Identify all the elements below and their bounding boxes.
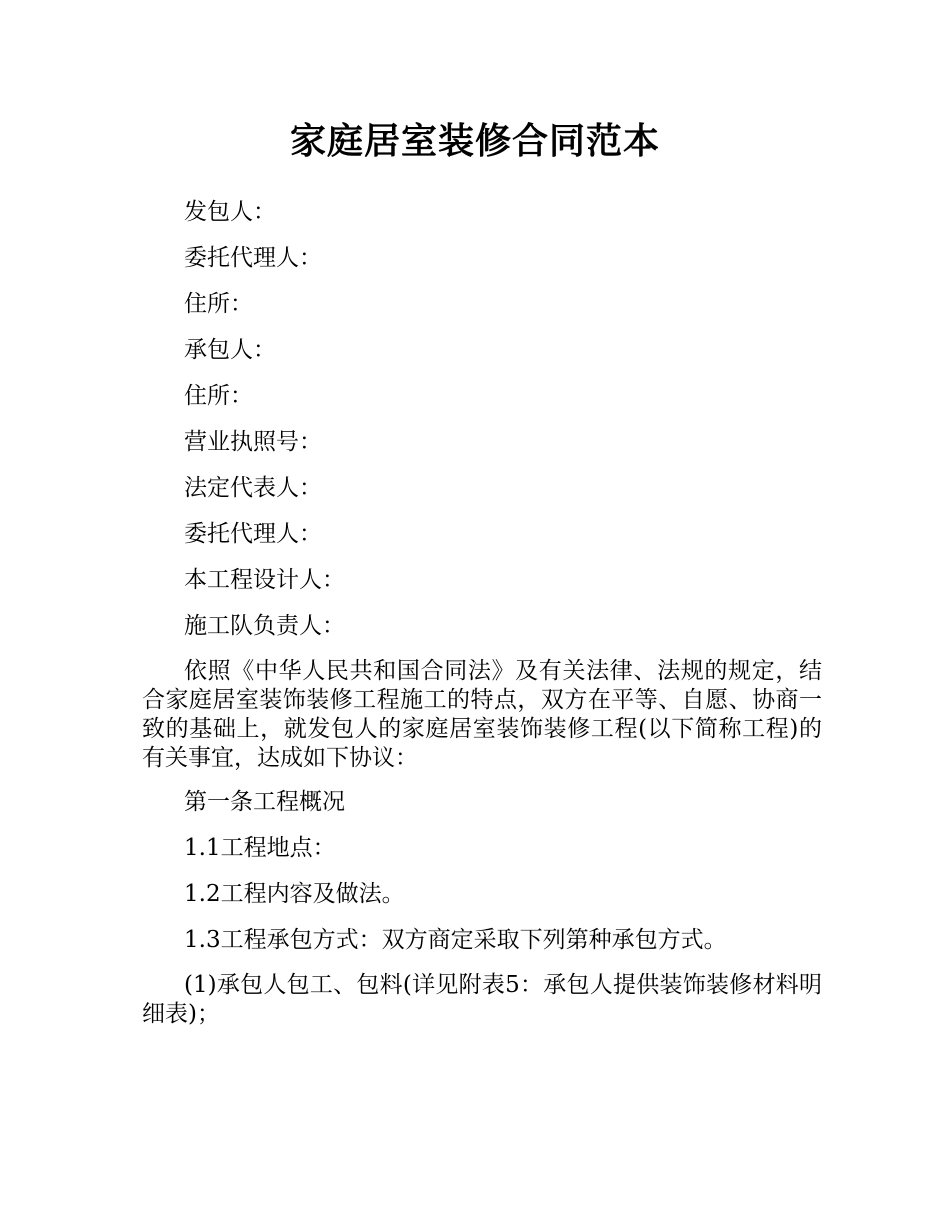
article-1-item-1-2: 1.2工程内容及做法。: [184, 881, 405, 907]
article-1-heading: 第一条工程概况: [184, 789, 345, 815]
field-construction-lead: 施工队负责人：: [184, 613, 345, 639]
field-contractor: 承包人：: [184, 337, 276, 363]
field-contractor-address: 住所：: [184, 383, 253, 409]
field-employer: 发包人：: [184, 199, 276, 225]
preamble-paragraph: 依照《中华人民共和国合同法》及有关法律、法规的规定，结合家庭居室装饰装修工程施工的特点，双方在平等、自愿、协商一致的基础上，就发包人的家庭居室装饰装修工程(以下简称工程)的有关事宜，达成如下协议：: [142, 658, 822, 771]
field-legal-representative: 法定代表人：: [184, 475, 322, 501]
document-title: 家庭居室装修合同范本: [289, 121, 660, 162]
article-1-item-1-1: 1.1工程地点：: [184, 835, 336, 861]
field-designer: 本工程设计人：: [184, 567, 345, 593]
article-1-option-1: (1)承包人包工、包料(详见附表5：承包人提供装饰装修材料明细表)；: [142, 972, 822, 1027]
field-business-license: 营业执照号：: [184, 429, 322, 455]
article-1-item-1-3: 1.3工程承包方式：双方商定采取下列第种承包方式。: [184, 927, 727, 953]
field-employer-address: 住所：: [184, 291, 253, 317]
field-employer-agent: 委托代理人：: [184, 245, 322, 271]
document-body: [142, 200, 822, 1046]
field-contractor-agent: 委托代理人：: [184, 521, 322, 547]
